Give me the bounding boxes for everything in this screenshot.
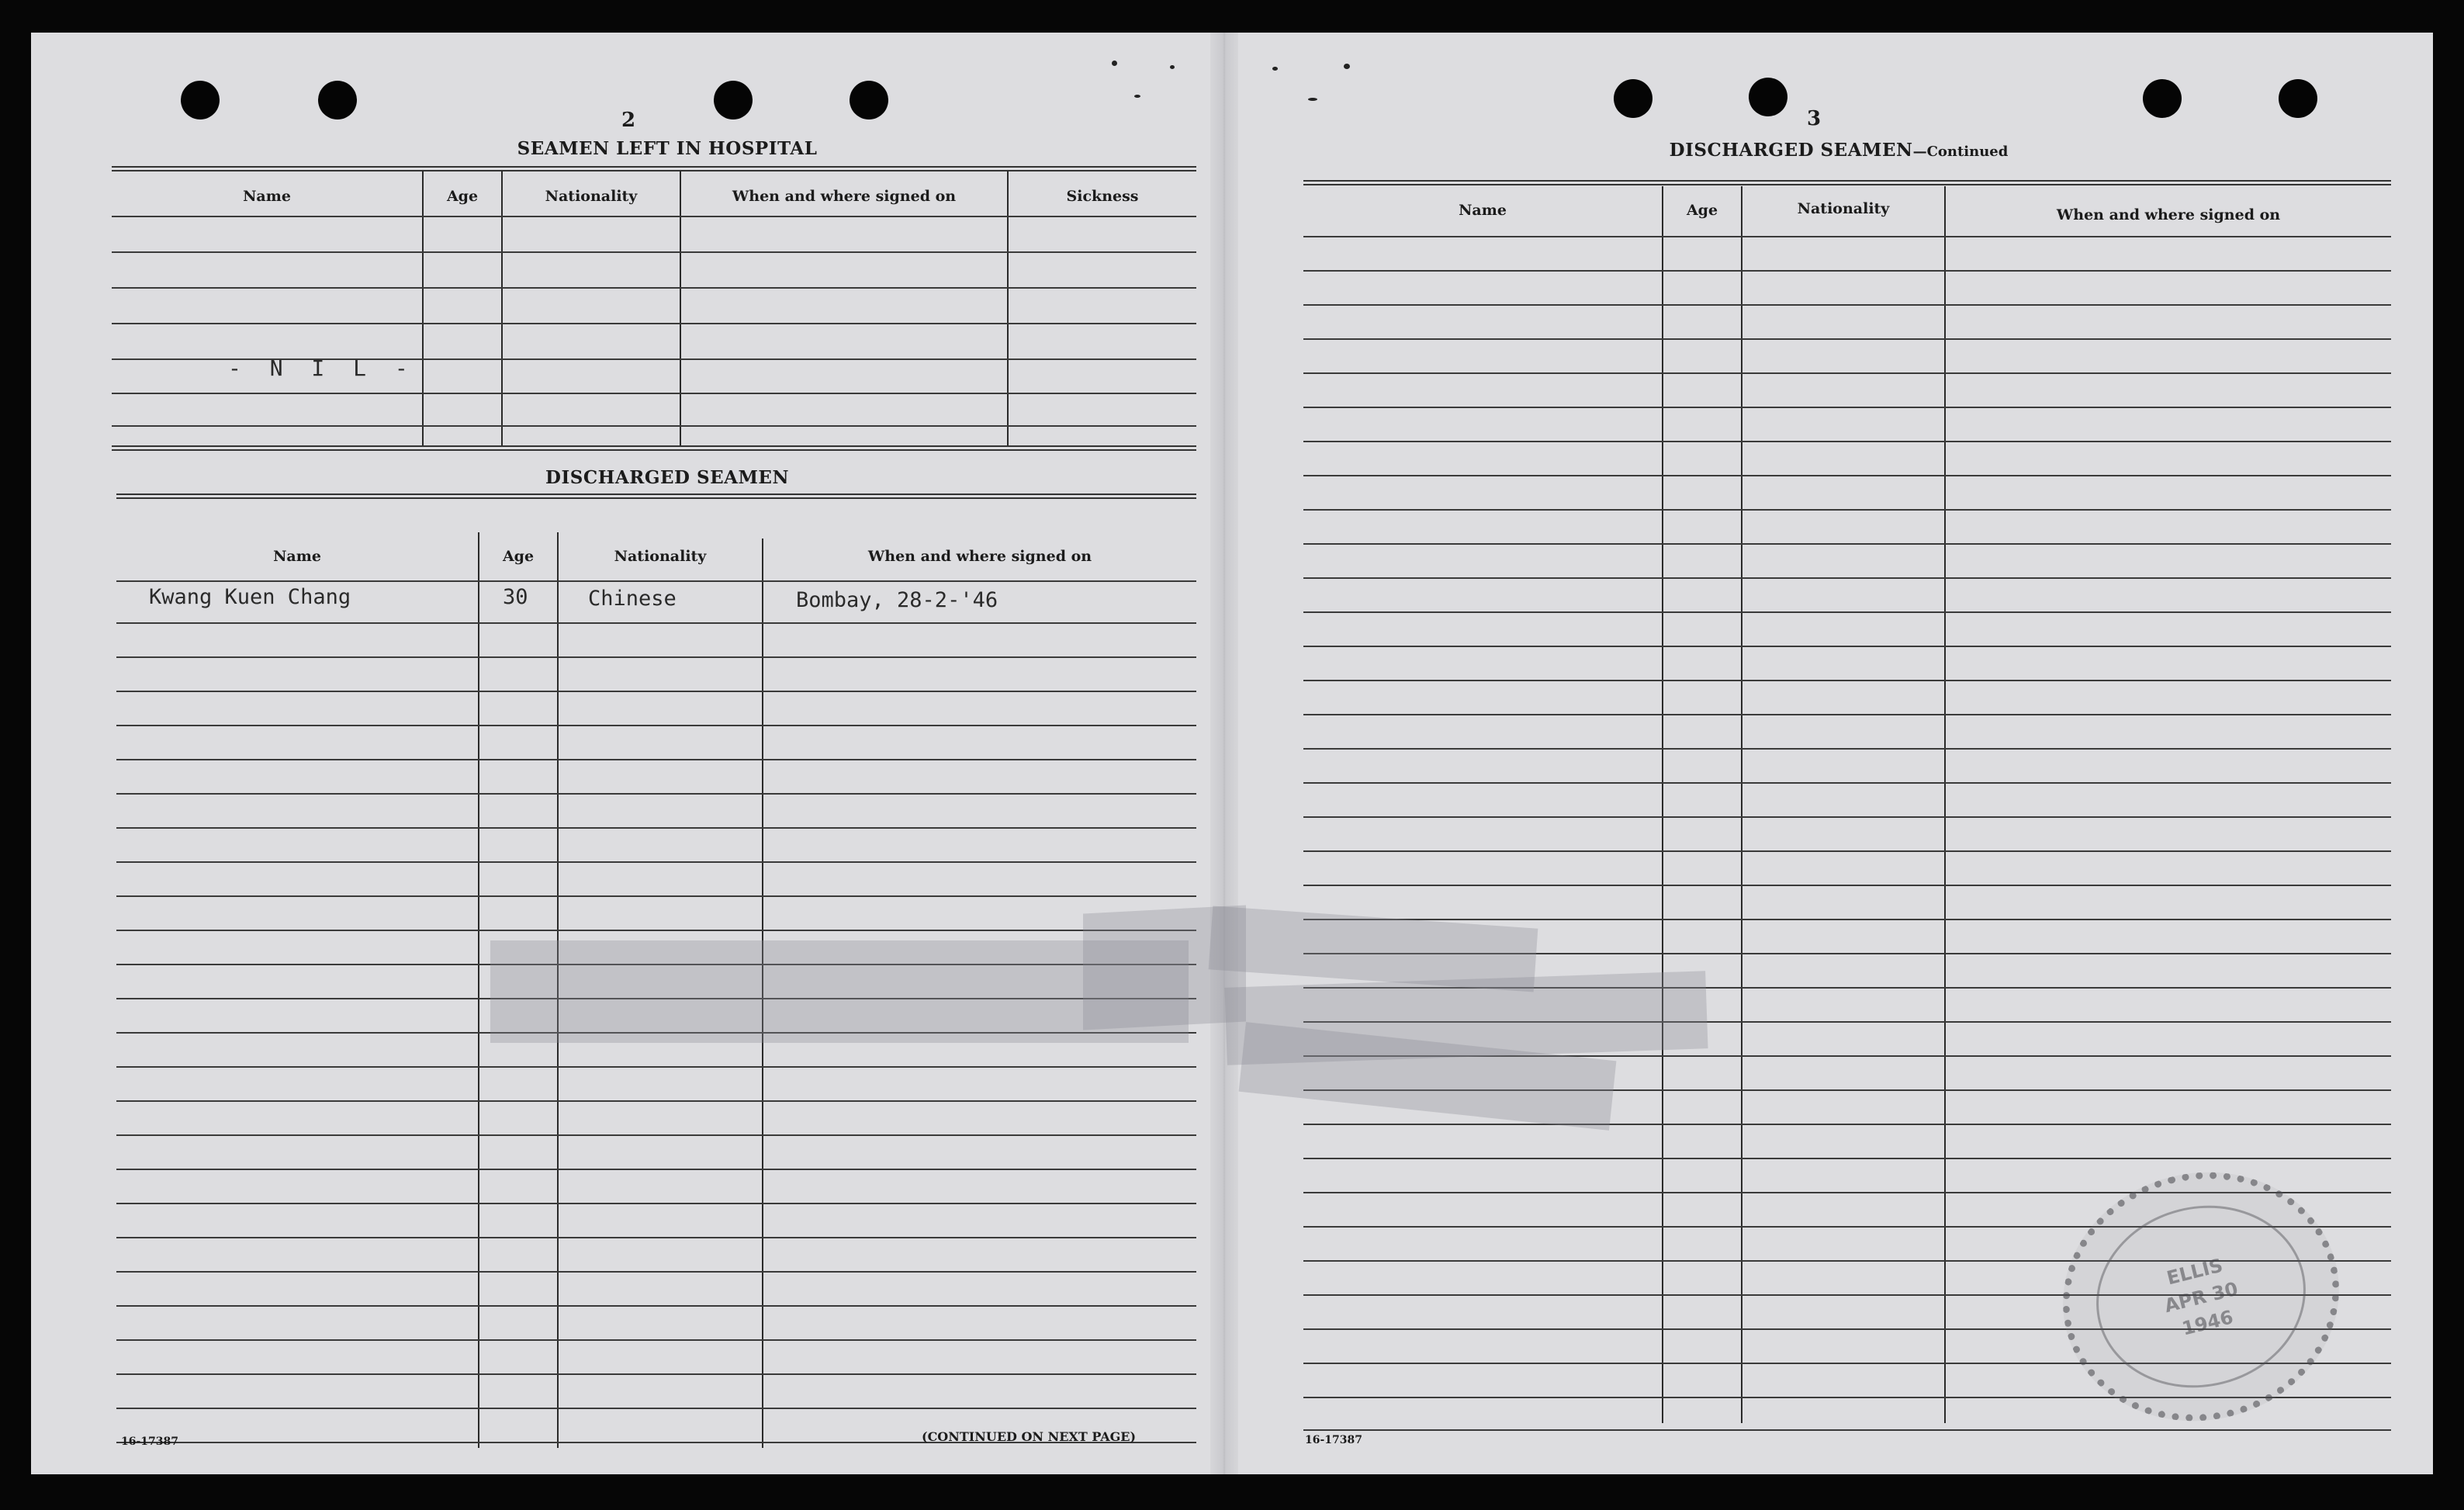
row-name: Kwang Kuen Chang [149, 585, 351, 609]
row-age: 30 [503, 585, 528, 609]
punch-hole [2143, 79, 2182, 118]
speck [1272, 67, 1278, 71]
row-nationality: Chinese [588, 587, 677, 611]
col-header-nationality: Nationality [614, 548, 707, 565]
speck [1134, 95, 1140, 98]
col-header-nationality: Nationality [545, 188, 638, 205]
page-number-right: 3 [1806, 107, 1822, 130]
right-title-main: DISCHARGED SEAMEN [1669, 140, 1913, 161]
col-header-age: Age [446, 188, 479, 205]
right-section-title [1606, 140, 2071, 161]
col-header-sickness: Sickness [1066, 188, 1139, 205]
speck [1344, 64, 1350, 69]
page-number-left: 2 [621, 109, 636, 132]
punch-hole [1749, 78, 1787, 116]
col-header-age: Age [1686, 202, 1718, 219]
col-header-nationality: Nationality [1797, 200, 1890, 217]
speck [1112, 61, 1117, 66]
form-code-right: 16-17387 [1305, 1434, 1362, 1446]
col-header-name: Name [273, 548, 321, 565]
document-sheet [31, 33, 2433, 1474]
punch-hole [2279, 79, 2317, 118]
col-header-name: Name [1459, 202, 1507, 219]
col-header-age: Age [502, 548, 535, 565]
continued-note: (CONTINUED ON NEXT PAGE) [922, 1429, 1137, 1444]
right-title-suffix: —Continued [1912, 144, 2009, 160]
speck [1170, 65, 1175, 69]
hospital-section-title: SEAMEN LEFT IN HOSPITAL [517, 138, 818, 159]
hospital-nil-note: - N I L - [228, 355, 416, 381]
stamp-text: ELLIS APR 30 1946 [2162, 1254, 2241, 1340]
punch-hole [318, 81, 357, 119]
form-code-left: 16-17387 [121, 1436, 178, 1448]
speck [1308, 98, 1317, 101]
punch-hole [1614, 79, 1652, 118]
hospital-table [112, 166, 1196, 487]
punch-hole [714, 81, 753, 119]
col-header-signed-on: When and where signed on [867, 548, 1092, 565]
discharged-section-title: DISCHARGED SEAMEN [545, 467, 789, 488]
col-header-name: Name [243, 188, 291, 205]
col-header-signed-on: When and where signed on [2056, 206, 2281, 223]
punch-hole [181, 81, 220, 119]
row-signed-on: Bombay, 28-2-'46 [796, 588, 998, 612]
center-fold [1210, 33, 1238, 1474]
col-header-signed-on: When and where signed on [732, 188, 957, 205]
punch-hole [850, 81, 888, 119]
